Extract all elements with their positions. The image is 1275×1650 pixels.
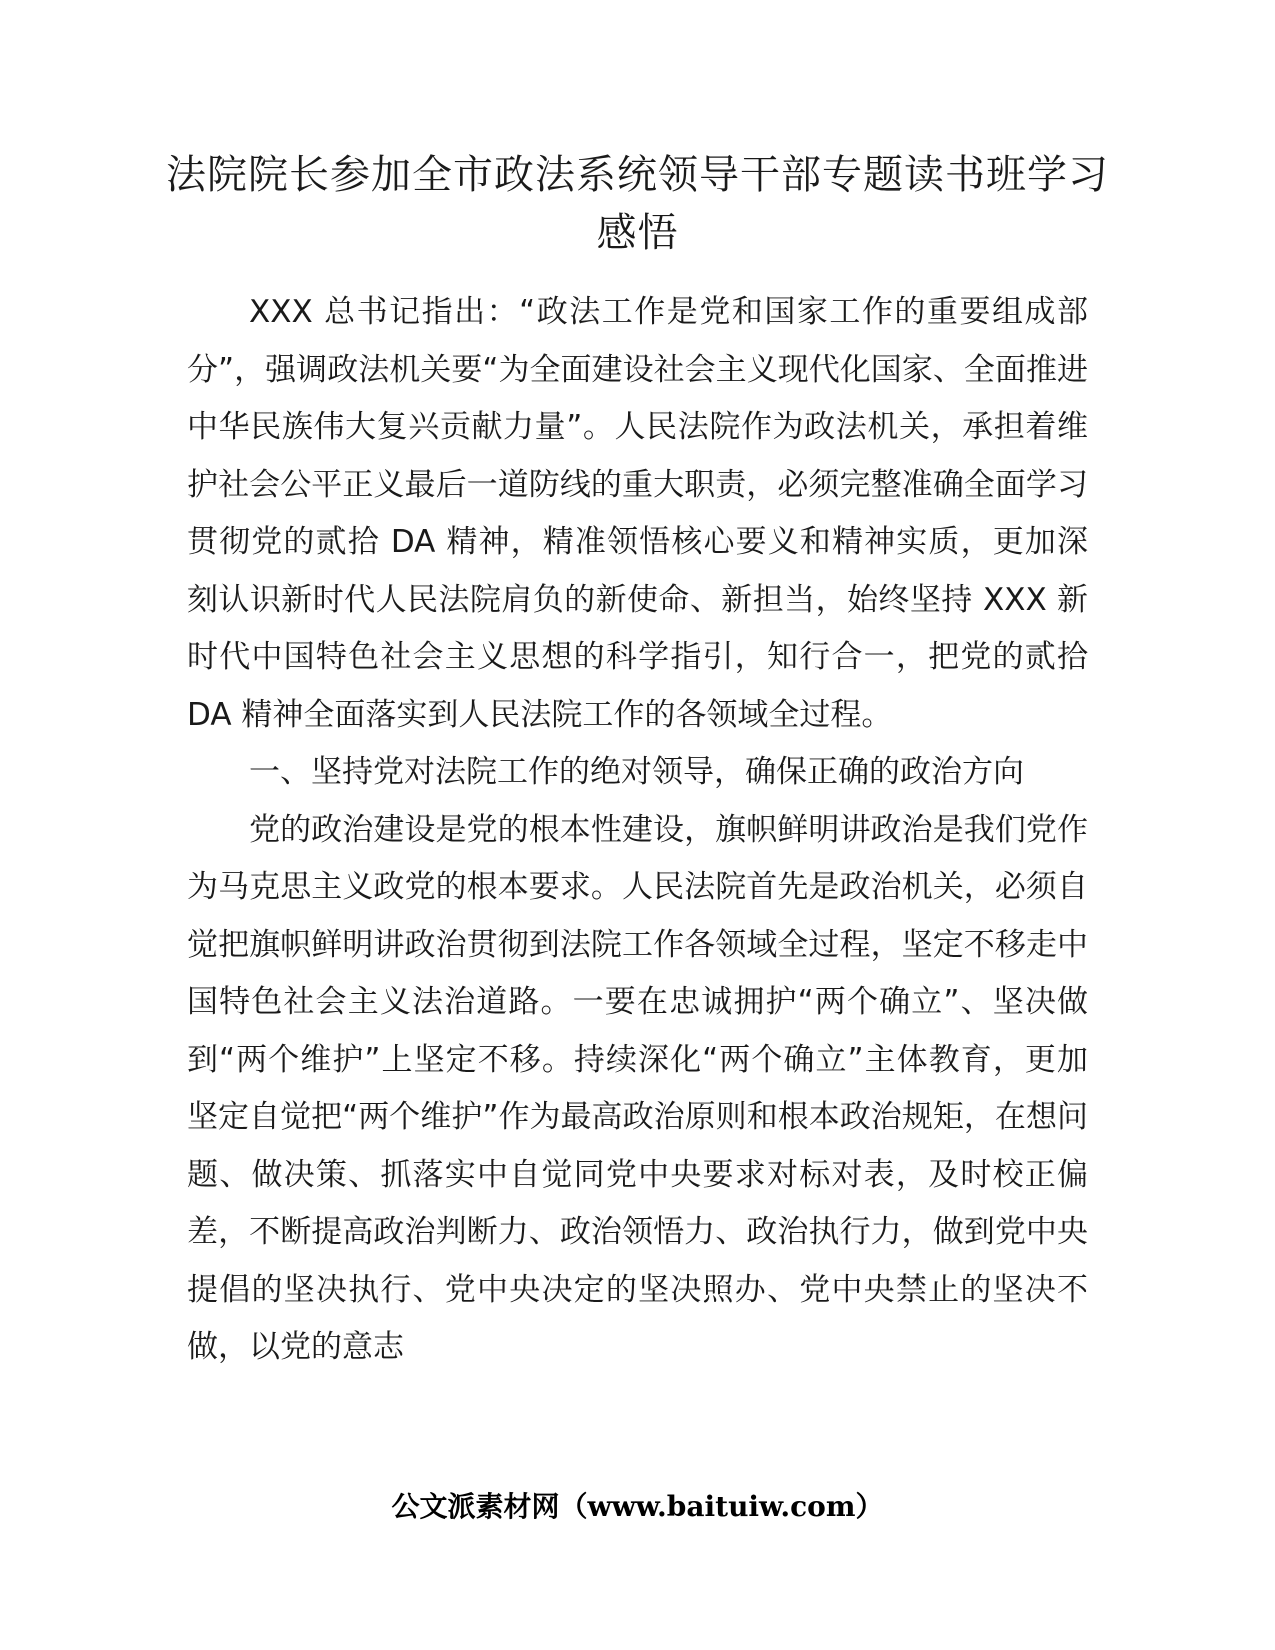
intro-paragraph: XXX 总书记指出：“政法工作是党和国家工作的重要组成部分”，强调政法机关要“为全面建设社会主义现代化国家、全面推进中华民族伟大复兴贡献力量”。人民法院作为政法机关，承担着维护社会公平正义最后一道防线的重大职责，必须完整准确全面学习贯彻党的贰拾 DA 精神，精准领悟核心要义和精神实质，更加深刻认识新时代人民法院肩负的新使命、新担当，始终坚持 XXX 新时代中国特色社会主义思想的科学指引，知行合一，把党的贰拾 DA 精神全面落实到人民法院工作的各领域全过程。 — [187, 294, 1088, 733]
watermark-footer: 公文派素材网（www.baituiw.com） — [391, 1490, 884, 1523]
section-1-paragraph: 党的政治建设是党的根本性建设，旗帜鲜明讲政治是我们党作为马克思主义政党的根本要求。人民法院首先是政治机关，必须自觉把旗帜鲜明讲政治贯彻到法院工作各领域全过程，坚定不移走中国特色社会主义法治道路。一要在忠诚拥护“两个确立”、坚决做到“两个维护”上坚定不移。持续深化“两个确立”主体教育，更加坚定自觉把“两个维护”作为最高政治原则和根本政治规矩，在想问题、做决策、抓落实中自觉同党中央要求对标对表，及时校正偏差，不断提高政治判断力、政治领悟力、政治执行力，做到党中央提倡的坚决执行、党中央决定的坚决照办、党中央禁止的坚决不做，以党的意志 — [187, 811, 1088, 1365]
document-body — [187, 284, 1088, 1377]
section-heading-1: 一、坚持党对法院工作的绝对领导，确保正确的政治方向 — [249, 754, 1024, 790]
document-title: 法院院长参加全市政法系统领导干部专题读书班学习感悟 — [166, 152, 1109, 256]
